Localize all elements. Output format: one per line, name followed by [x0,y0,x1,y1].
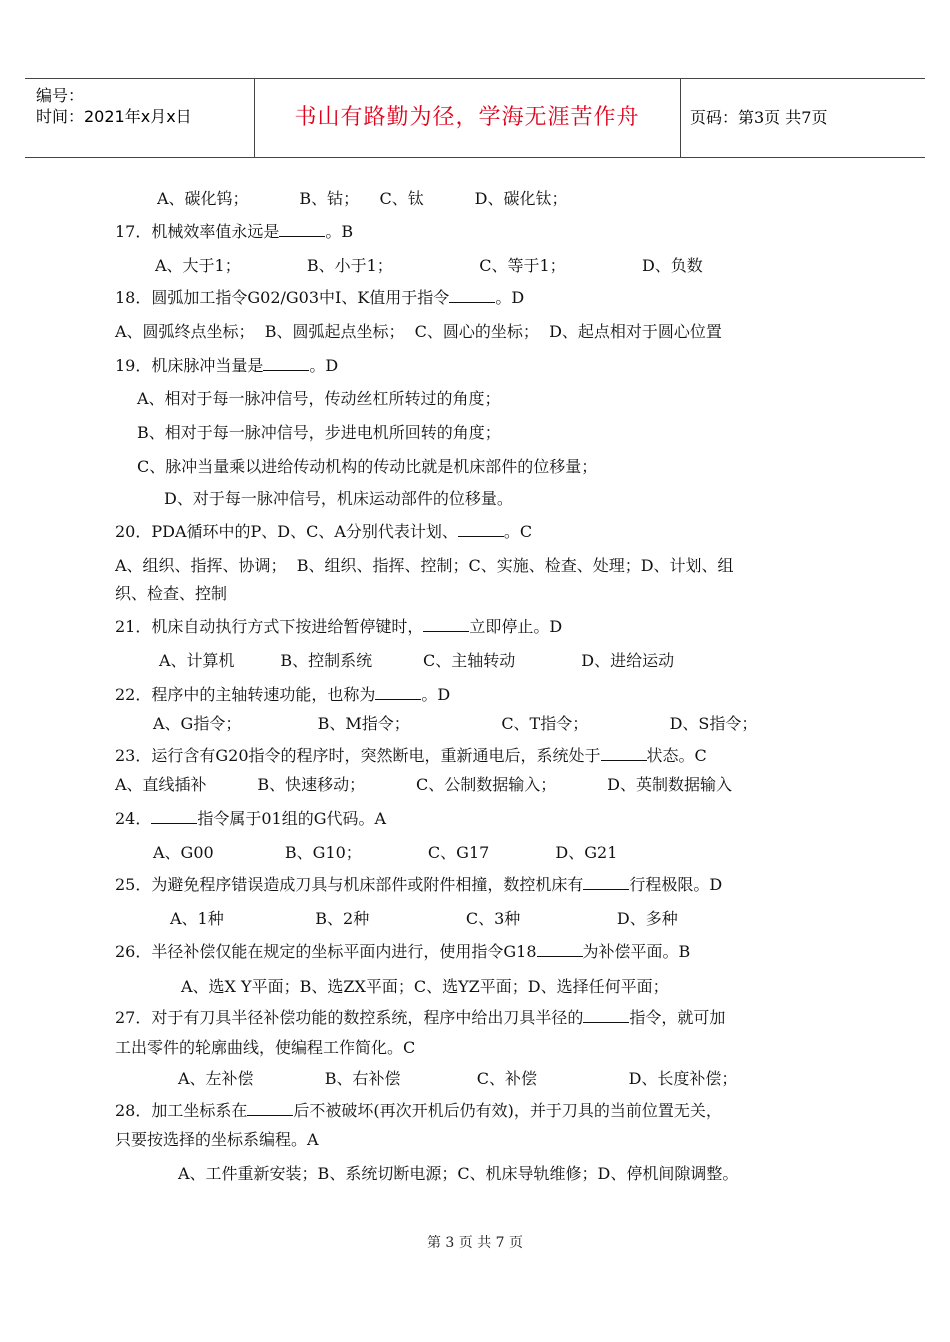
q27-stem: 27．对于有刀具半径补偿功能的数控系统，程序中给出刀具半径的 指令，就可加 [115,1008,726,1027]
q19-option-b: B、相对于每一脉冲信号，步进电机所回转的角度； [137,423,501,442]
page-footer: 第 3 页 共 7 页 [426,1235,524,1251]
q20-options: A、组织、指挥、协调； B、组织、指挥、控制；C、实施、检查、处理；D、计划、组 [115,556,734,575]
q23-stem: 23．运行含有G20指令的程序时，突然断电，重新通电后，系统处于 状态。C [115,746,707,765]
q17-stem: 17．机械效率值永远是 。B [115,222,354,241]
q25-stem: 25．为避免程序错误造成刀具与机床部件或附件相撞，数控机床有 行程极限。D [115,875,723,894]
q27-options: A、左补偿 B、右补偿 C、补偿 D、长度补偿； [178,1069,738,1088]
answer-blank [537,942,583,957]
q28-stem: 28．加工坐标系在 后不被破坏(再次开机后仍有效)，并于刀具的当前位置无关， [115,1101,722,1120]
q27-stem-cont: 工出零件的轮廓曲线，使编程工作简化。C [115,1038,416,1057]
answer-blank [583,875,629,890]
answer-blank [583,1008,629,1023]
answer-blank [449,288,495,303]
answer-blank [458,522,504,537]
q16-options: A、碳化钨； B、钴； C、钛 D、碳化钛； [157,189,568,208]
q20-options-cont: 织、检查、控制 [115,584,228,603]
q21-options: A、计算机 B、控制系统 C、主轴转动 D、进给运动 [159,651,675,670]
answer-blank [151,809,197,824]
q18-options: A、圆弧终点坐标； B、圆弧起点坐标； C、圆心的坐标； D、起点相对于圆心位置 [115,322,722,341]
q19-option-c: C、脉冲当量乘以进给传动机构的传动比就是机床部件的位移量； [137,457,598,476]
header-motto: 书山有路勤为径，学海无涯苦作舟 [254,79,681,157]
answer-blank [279,222,325,237]
q26-stem: 26．半径补偿仅能在规定的坐标平面内进行，使用指令G18 为补偿平面。B [115,942,691,961]
q24-options: A、G00 B、G10； C、G17 D、G21 [153,843,618,862]
q25-options: A、1种 B、2种 C、3种 D、多种 [170,909,678,928]
q19-option-a: A、相对于每一脉冲信号，传动丝杠所转过的角度； [137,389,501,408]
q28-options: A、工件重新安装；B、系统切断电源；C、机床导轨维修；D、停机间隙调整。 [178,1164,739,1183]
answer-blank [263,356,309,371]
q22-options: A、G指令； B、M指令； C、T指令； D、S指令； [153,714,758,733]
answer-blank [423,617,469,632]
answer-blank [601,746,647,761]
header-page-label: 页码：第3页 共7页 [690,108,828,127]
time-label: 时间：2021年x月x日 [36,107,192,126]
q22-stem: 22．程序中的主轴转速功能，也称为 。D [115,685,451,704]
page-header [25,78,925,158]
q19-option-d: D、对于每一脉冲信号，机床运动部件的位移量。 [164,489,513,508]
q23-options: A、直线插补 B、快速移动； C、公制数据输入； D、英制数据输入 [115,775,732,794]
serial-label: 编号： [36,86,85,105]
header-left-cell [25,79,255,157]
q24-stem: 24． 指令属于01组的G代码。A [115,809,387,828]
answer-blank [375,685,421,700]
q18-stem: 18．圆弧加工指令G02/G03中I、K值用于指令 。D [115,288,525,307]
q19-stem: 19．机床脉冲当量是 。D [115,356,339,375]
q17-options: A、大于1； B、小于1； C、等于1； D、负数 [155,256,703,275]
q28-stem-cont: 只要按选择的坐标系编程。A [115,1130,319,1149]
q26-options: A、选X Y平面；B、选ZX平面；C、选YZ平面；D、选择任何平面； [181,977,669,996]
q20-stem: 20．PDA循环中的P、D、C、A分别代表计划、 。C [115,522,533,541]
answer-blank [247,1101,293,1116]
q21-stem: 21．机床自动执行方式下按进给暂停键时， 立即停止。D [115,617,563,636]
